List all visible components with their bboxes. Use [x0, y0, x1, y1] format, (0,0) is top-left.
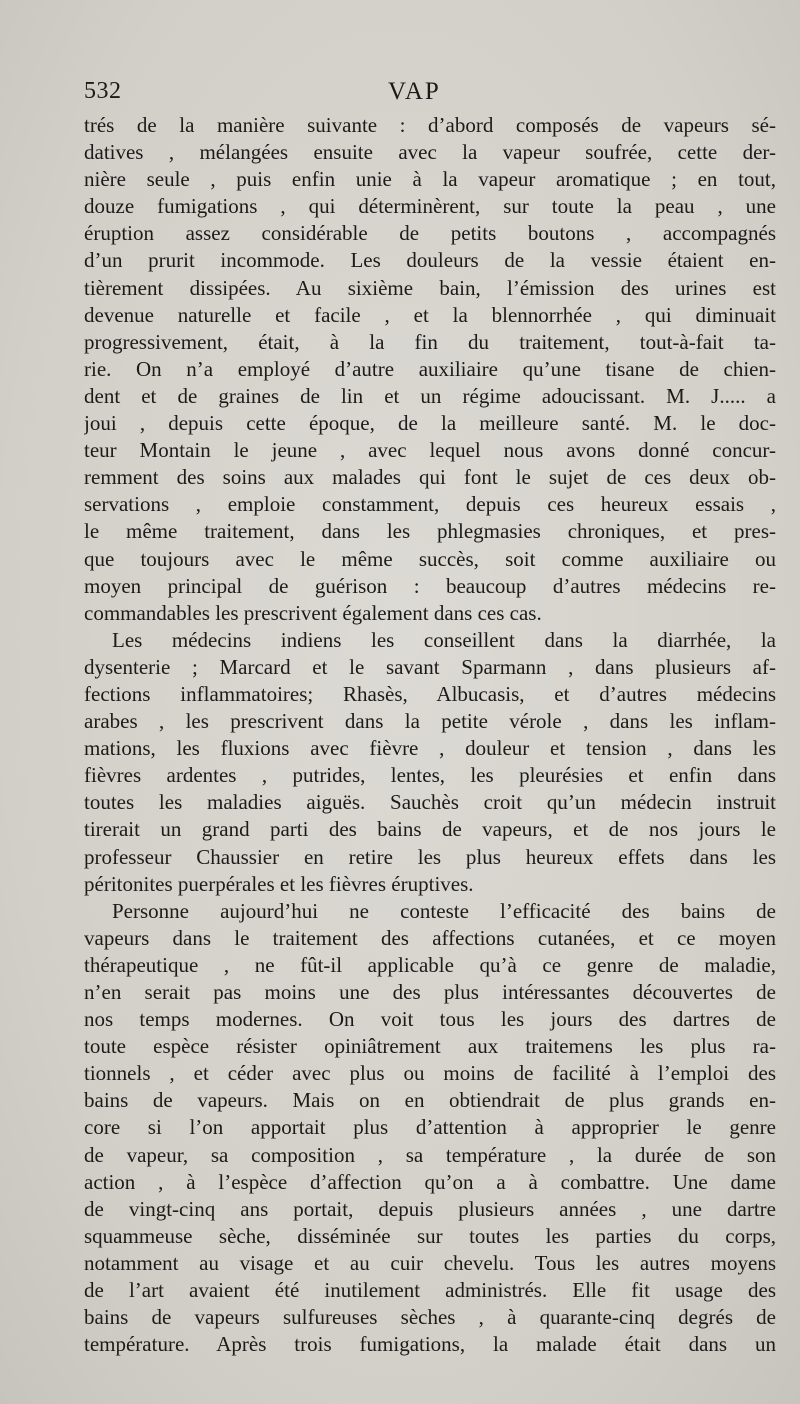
text-line: d’un prurit incommode. Les douleurs de la vessie étaient en-	[84, 248, 776, 273]
text-line: rie. On n’a employé d’autre auxiliaire qu’une tisane de chien-	[84, 356, 776, 381]
running-head: VAP	[388, 78, 441, 105]
text-line: n’en serait pas moins une des plus intéressantes découvertes de	[84, 980, 776, 1004]
text-line: teur Montain le jeune , avec lequel nous avons donné concur-	[84, 438, 776, 463]
text-line: que toujours avec le même succès, soit comme auxiliaire ou	[84, 546, 776, 571]
text-line: fièvres ardentes , putrides, lentes, les pleurésies et enfin dans	[84, 763, 776, 788]
text-line: squammeuse sèche, disséminée sur toutes les parties du corps,	[84, 1223, 776, 1248]
text-line: tirerait un grand parti des bains de vapeurs, et de nos jours le	[84, 817, 776, 842]
text-line: datives , mélangées ensuite avec la vapeur soufrée, cette der-	[84, 140, 776, 165]
text-line: core si l’on apportait plus d’attention à approprier le genre	[84, 1115, 776, 1140]
text-line: de vingt-cinq ans portait, depuis plusieurs années , une dartre	[84, 1196, 776, 1221]
text-line: thérapeutique , ne fût-il applicable qu’à ce genre de maladie,	[84, 952, 776, 977]
text-line: tionnels , et céder avec plus ou moins de facilité à l’emploi des	[84, 1061, 776, 1086]
text-line: trés de la manière suivante : d’abord composés de vapeurs sé-	[84, 113, 776, 137]
text-line: fections inflammatoires; Rhasès, Albucasis, et d’autres médecins	[84, 681, 776, 706]
text-line: de vapeur, sa composition , sa température , la durée de son	[84, 1142, 776, 1167]
text-line: toute espèce résister opiniâtrement aux traitemens les plus ra-	[84, 1034, 776, 1059]
text-line: action , à l’espèce d’affection qu’on a à combattre. Une dame	[84, 1169, 776, 1194]
text-line: bains de vapeurs. Mais on en obtiendrait de plus grands en-	[84, 1088, 776, 1113]
text-line: péritonites puerpérales et les fièvres éruptives.	[84, 871, 474, 896]
text-line: douze fumigations , qui déterminèrent, sur toute la peau , une	[84, 194, 776, 219]
text-line: mations, les fluxions avec fièvre , douleur et tension , dans les	[84, 736, 776, 761]
text-line: joui , depuis cette époque, de la meilleure santé. M. le doc-	[84, 411, 776, 436]
text-line: bains de vapeurs sulfureuses sèches , à quarante-cinq degrés de	[84, 1305, 776, 1330]
page-header	[82, 78, 752, 114]
text-line: commandables les prescrivent également dans ces cas.	[84, 600, 542, 625]
text-line: éruption assez considérable de petits boutons , accompagnés	[84, 221, 776, 246]
text-line: toutes les maladies aiguës. Sauchès croit qu’un médecin instruit	[84, 790, 776, 815]
text-line: professeur Chaussier en retire les plus heureux effets dans les	[84, 844, 776, 869]
text-line: température. Après trois fumigations, la malade était dans un	[84, 1332, 776, 1357]
text-line: nière seule , puis enfin unie à la vapeur aromatique ; en tout,	[84, 167, 776, 192]
text-line: Personne aujourd’hui ne conteste l’efficacité des bains de	[112, 898, 776, 923]
text-line: tièrement dissipées. Au sixième bain, l’émission des urines est	[84, 275, 776, 300]
text-line: nos temps modernes. On voit tous les jours des dartres de	[84, 1007, 776, 1032]
page-number: 532	[84, 78, 122, 104]
text-line: remment des soins aux malades qui font le sujet de ces deux ob-	[84, 465, 776, 490]
text-line: servations , emploie constamment, depuis ces heureux essais ,	[84, 492, 776, 517]
text-line: dysenterie ; Marcard et le savant Sparmann , dans plusieurs af-	[84, 654, 776, 679]
text-line: vapeurs dans le traitement des affections cutanées, et ce moyen	[84, 925, 776, 950]
text-line: devenue naturelle et facile , et la blennorrhée , qui diminuait	[84, 302, 776, 327]
text-line: progressivement, était, à la fin du traitement, tout-à-fait ta-	[84, 329, 776, 354]
text-line: notamment au visage et au cuir chevelu. Tous les autres moyens	[84, 1250, 776, 1275]
text-line: le même traitement, dans les phlegmasies chroniques, et pres-	[84, 519, 776, 544]
text-line: dent et de graines de lin et un régime adoucissant. M. J..... a	[84, 383, 776, 408]
text-line: moyen principal de guérison : beaucoup d’autres médecins re-	[84, 573, 776, 598]
text-line: de l’art avaient été inutilement administrés. Elle fit usage des	[84, 1278, 776, 1303]
text-line: arabes , les prescrivent dans la petite vérole , dans les inflam-	[84, 709, 776, 734]
body-text	[84, 112, 776, 1358]
text-line: Les médecins indiens les conseillent dans la diarrhée, la	[112, 627, 776, 652]
